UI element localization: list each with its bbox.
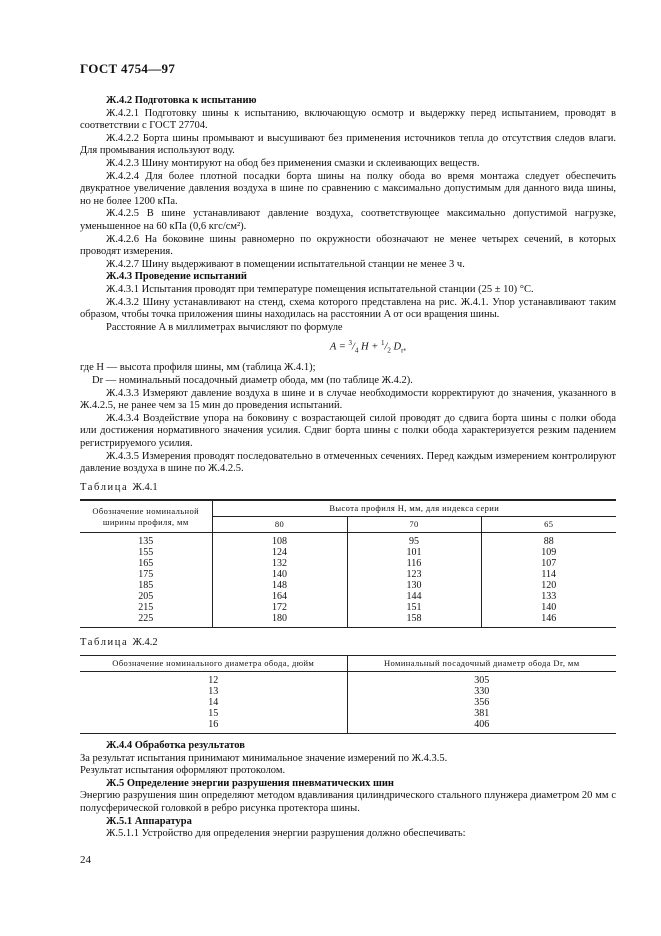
table-cell: 305 bbox=[347, 672, 616, 687]
table-cell: 356 bbox=[347, 697, 616, 708]
table-row bbox=[80, 672, 616, 687]
table-row bbox=[80, 547, 616, 558]
table-row bbox=[80, 613, 616, 628]
table-cell: 101 bbox=[347, 547, 481, 558]
table-cell: 225 bbox=[138, 613, 154, 625]
paragraph-4-2-7: Ж.4.2.7 Шину выдерживают в помещении испытательной станции не менее 3 ч. bbox=[106, 258, 465, 270]
paragraph-4-2-1: Ж.4.2.1 Подготовку шины к испытанию, включающую осмотр и выдержку перед испытанием, проводят в соответствии с ГОСТ 27704. bbox=[80, 107, 616, 132]
formula-subscript-r: r bbox=[401, 346, 404, 355]
table-1-header-width: Обозначение номинальной ширины профиля, мм bbox=[80, 500, 212, 533]
table-cell: 146 bbox=[481, 613, 616, 628]
table-row bbox=[80, 591, 616, 602]
table-2-caption bbox=[80, 637, 616, 650]
formula-lhs: A = bbox=[329, 341, 349, 353]
paragraph-4-3-5: Ж.4.3.5 Измерения проводят последовательно в отмеченных сечениях. Перед каждым измерением контролируют давление воздуха в шине по Ж.4.2.5. bbox=[80, 450, 616, 475]
table-cell: 165 bbox=[138, 558, 154, 570]
profile-height-table bbox=[80, 499, 616, 628]
table-2-header-rim: Обозначение номинального диаметра обода, дюйм bbox=[80, 656, 347, 672]
table-2-caption-number: Ж.4.2 bbox=[132, 637, 158, 649]
table-row bbox=[80, 708, 616, 719]
table-1-caption-number: Ж.4.1 bbox=[132, 481, 158, 493]
paragraph-4-3-1: Ж.4.3.1 Испытания проводят при температуре помещения испытательной станции (25 ± 10) °С. bbox=[106, 283, 534, 295]
table-cell: 158 bbox=[347, 613, 481, 628]
energy-paragraph: Энергию разрушения шин определяют методом вдавливания цилиндрического стального плунжера диаметром 20 мм с полусферической головкой в ребро рисунка протектора шины. bbox=[80, 790, 616, 814]
result-paragraph-2: Результат испытания оформляют протоколом. bbox=[80, 765, 286, 777]
table-cell: 172 bbox=[212, 602, 347, 613]
table-2-header-diameter: Номинальный посадочный диаметр обода Dr, мм bbox=[347, 656, 616, 672]
table-cell: 151 bbox=[347, 602, 481, 613]
table-row bbox=[80, 602, 616, 613]
formula-numerator-2: 1 bbox=[380, 339, 385, 348]
table-cell: 215 bbox=[138, 602, 154, 614]
distance-formula-intro: Расстояние A в миллиметрах вычисляют по формуле bbox=[106, 321, 343, 333]
table-cell: 144 bbox=[347, 591, 481, 602]
section-title-4-4: Ж.4.4 Обработка результатов bbox=[106, 740, 245, 751]
paragraph-4-2-6: Ж.4.2.6 На боковине шины равномерно по окружности обозначают не менее четырех сечений, в которых проводят измерения. bbox=[80, 233, 616, 258]
formula-numerator-1: 3 bbox=[348, 339, 352, 348]
table-cell: 14 bbox=[208, 697, 219, 708]
section-title-5: Ж.5 Определение энергии разрушения пневматических шин bbox=[106, 777, 394, 789]
table-1-caption-word: Таблица bbox=[80, 481, 129, 493]
table-row bbox=[80, 686, 616, 697]
formula-denominator-1: 4 bbox=[354, 346, 359, 355]
table-cell: 140 bbox=[212, 569, 347, 580]
table-cell: 116 bbox=[347, 558, 481, 569]
paragraph-4-2-4: Ж.4.2.4 Для более плотной посадки борта шины на полку обода во время монтажа следует обеспечить двукратное увеличение давления воздуха в шине по сравнению с максимально допустимым для данного вида шины, но не более 1200 кПа. bbox=[80, 170, 616, 207]
table-2-caption-word: Таблица bbox=[80, 637, 129, 649]
page-number: 24 bbox=[80, 854, 91, 866]
where-h-definition: где H — высота профиля шины, мм (таблица Ж.4.1); bbox=[80, 362, 316, 374]
table-row bbox=[80, 558, 616, 569]
table-row bbox=[80, 719, 616, 734]
table-cell: 108 bbox=[212, 533, 347, 548]
table-cell: 155 bbox=[138, 547, 154, 559]
table-cell: 107 bbox=[481, 558, 616, 569]
table-cell: 175 bbox=[138, 569, 154, 581]
table-row bbox=[80, 580, 616, 591]
table-1-caption bbox=[80, 482, 616, 495]
table-cell: 123 bbox=[347, 569, 481, 580]
content-column bbox=[80, 95, 616, 841]
table-cell: 88 bbox=[481, 533, 616, 548]
table-row bbox=[80, 569, 616, 580]
table-cell: 114 bbox=[481, 569, 616, 580]
table-cell: 15 bbox=[208, 708, 219, 719]
table-cell: 120 bbox=[481, 580, 616, 591]
formula-term-d: D bbox=[390, 341, 402, 353]
table-cell: 16 bbox=[208, 719, 219, 730]
table-cell: 109 bbox=[481, 547, 616, 558]
paragraph-4-3-4: Ж.4.3.4 Воздействие упора на боковину с возрастающей силой проводят до сдвига борта шины с полки обода или достижения нормативного значения усилия. Сдвиг борта шины с полки обода характеризуется резким падением регистрируемого усилия. bbox=[80, 412, 616, 450]
table-cell: 148 bbox=[212, 580, 347, 591]
table-1-header-series-70: 70 bbox=[347, 517, 481, 533]
document-code-header: ГОСТ 4754—97 bbox=[80, 61, 176, 76]
table-cell: 185 bbox=[138, 580, 154, 592]
rim-diameter-table bbox=[80, 655, 616, 734]
table-cell: 124 bbox=[212, 547, 347, 558]
formula-term-h: H + bbox=[358, 341, 381, 353]
section-title-5-1: Ж.5.1 Аппаратура bbox=[106, 815, 192, 827]
section-title-4-2: Ж.4.2 Подготовка к испытанию bbox=[106, 95, 257, 106]
table-cell: 135 bbox=[138, 536, 154, 548]
paragraph-4-2-3: Ж.4.2.3 Шину монтируют на обод без применения смазки и склеивающих веществ. bbox=[106, 157, 480, 169]
formula-end: , bbox=[403, 341, 407, 353]
table-1-header-series-65: 65 bbox=[481, 517, 616, 533]
paragraph-4-2-5: Ж.4.2.5 В шине устанавливают давление воздуха, соответствующее максимально допустимой нагрузке, уменьшенное на 60 кПа (0,6 кгс/см²). bbox=[80, 208, 616, 232]
paragraph-5-1-1: Ж.5.1.1 Устройство для определения энергии разрушения должно обеспечивать: bbox=[106, 828, 466, 840]
paragraph-4-3-3: Ж.4.3.3 Измеряют давление воздуха в шине и в случае необходимости корректируют до значения, указанного в Ж.4.2.5, не ранее чем за 15 мин до проведения испытаний. bbox=[80, 387, 616, 412]
table-cell: 381 bbox=[347, 708, 616, 719]
where-dr-definition: Dr — номинальный посадочный диаметр обода, мм (по таблице Ж.4.2). bbox=[92, 375, 413, 387]
table-cell: 95 bbox=[347, 533, 481, 548]
table-cell: 12 bbox=[208, 675, 219, 686]
table-cell: 164 bbox=[212, 591, 347, 602]
section-title-4-3: Ж.4.3 Проведение испытаний bbox=[106, 271, 247, 283]
table-cell: 130 bbox=[347, 580, 481, 591]
table-cell: 205 bbox=[138, 591, 154, 603]
table-cell: 140 bbox=[481, 602, 616, 613]
table-row bbox=[80, 533, 616, 548]
table-cell: 13 bbox=[208, 686, 219, 697]
paragraph-4-3-2: Ж.4.3.2 Шину устанавливают на стенд, схема которого представлена на рис. Ж.4.1. Упор устанавливают таким образом, чтобы точка приложения шины находилась на расстоянии A от оси вращения шины. bbox=[80, 296, 616, 321]
table-cell: 132 bbox=[212, 558, 347, 569]
table-cell: 180 bbox=[212, 613, 347, 628]
distance-formula: $A = ^3/_4$ $H + ^1/_2$ $D_r$, bbox=[329, 339, 407, 355]
table-1-header-series-80: 80 bbox=[212, 517, 347, 533]
table-cell: 406 bbox=[347, 719, 616, 734]
table-row bbox=[80, 697, 616, 708]
table-cell: 330 bbox=[347, 686, 616, 697]
table-1-header-height: Высота профиля H, мм, для индекса серии bbox=[212, 500, 616, 517]
formula-denominator-2: 2 bbox=[387, 346, 391, 355]
result-paragraph-1: За результат испытания принимают минимальное значение измерений по Ж.4.3.5. bbox=[80, 752, 448, 764]
paragraph-4-2-2: Ж.4.2.2 Борта шины промывают и высушивают без применения источников тепла до отсутствия следов влаги. Для промывания используют воду. bbox=[80, 132, 616, 157]
table-cell: 133 bbox=[481, 591, 616, 602]
